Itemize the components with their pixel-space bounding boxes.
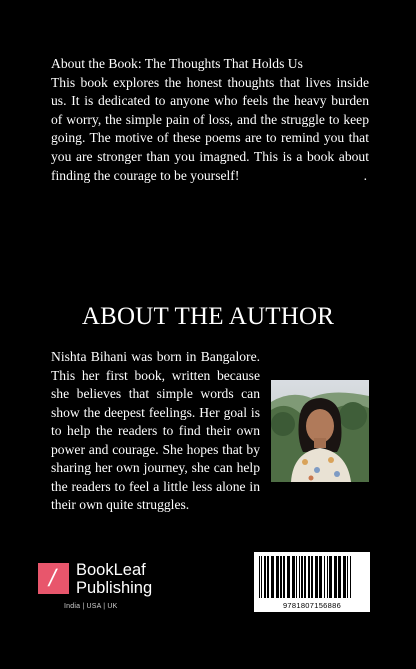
barcode-bar — [261, 556, 262, 598]
publisher-name-line2: Publishing — [76, 579, 153, 597]
barcode-bar — [347, 556, 348, 598]
barcode-bar — [338, 556, 341, 598]
isbn-barcode — [254, 552, 370, 612]
author-photo — [271, 380, 369, 482]
barcode-bar — [319, 556, 322, 598]
blurb-title-line: About the Book: The Thoughts That Holds Us — [51, 56, 303, 71]
author-bio: Nishta Bihani was born in Bangalore. This her first book, written because she believes that simple words can show the deepest feelings. Her goal is to help the readers to find their own power and courage. She hopes that by sharing her own journey, she can help the readers to feel a little less alone in their own quite struggles. — [51, 349, 260, 512]
barcode-bar — [308, 556, 310, 598]
barcode-bar — [311, 556, 313, 598]
isbn-number: 9781807156886 — [282, 601, 342, 610]
barcode-bar — [315, 556, 318, 598]
publisher-name-line1: BookLeaf — [76, 561, 146, 579]
barcode-bar — [276, 556, 279, 598]
barcode-bar — [267, 556, 269, 598]
book-blurb — [51, 55, 369, 185]
barcode-bar — [283, 556, 285, 598]
barcode-bar — [287, 556, 290, 598]
publisher-regions: India | USA | UK — [64, 603, 118, 610]
barcode-bar — [334, 556, 337, 598]
barcode-bar — [264, 556, 266, 598]
about-author-heading: ABOUT THE AUTHOR — [81, 303, 335, 330]
publisher-logo — [38, 563, 218, 618]
barcode-bar — [299, 556, 300, 598]
barcode-bar — [259, 556, 260, 598]
publisher-logo-mark — [38, 563, 69, 594]
barcode-bar — [324, 556, 325, 598]
blurb-trailing-mark: . — [363, 167, 367, 183]
barcode-bar — [350, 556, 351, 598]
barcode-bar — [296, 556, 297, 598]
barcode-bar — [280, 556, 282, 598]
barcode-bar — [271, 556, 274, 598]
barcode-bars — [258, 556, 366, 598]
barcode-bar — [329, 556, 332, 598]
barcode-bar — [301, 556, 303, 598]
barcode-bar — [343, 556, 346, 598]
barcode-bar — [327, 556, 328, 598]
author-portrait-image — [271, 380, 369, 482]
publisher-name — [76, 561, 152, 597]
publisher-logo-glyph: / — [46, 565, 59, 592]
blurb-body: This book explores the honest thoughts that lives inside us. It is dedicated to anyone who feels the heavy burden of worry, the simple pain of loss, and the struggle to keep going. The motive of these poems are to remind you that you are stronger than you imagned. This is a book about finding the courage to be yourself! — [51, 74, 369, 183]
barcode-bar — [292, 556, 295, 598]
barcode-bar — [304, 556, 306, 598]
